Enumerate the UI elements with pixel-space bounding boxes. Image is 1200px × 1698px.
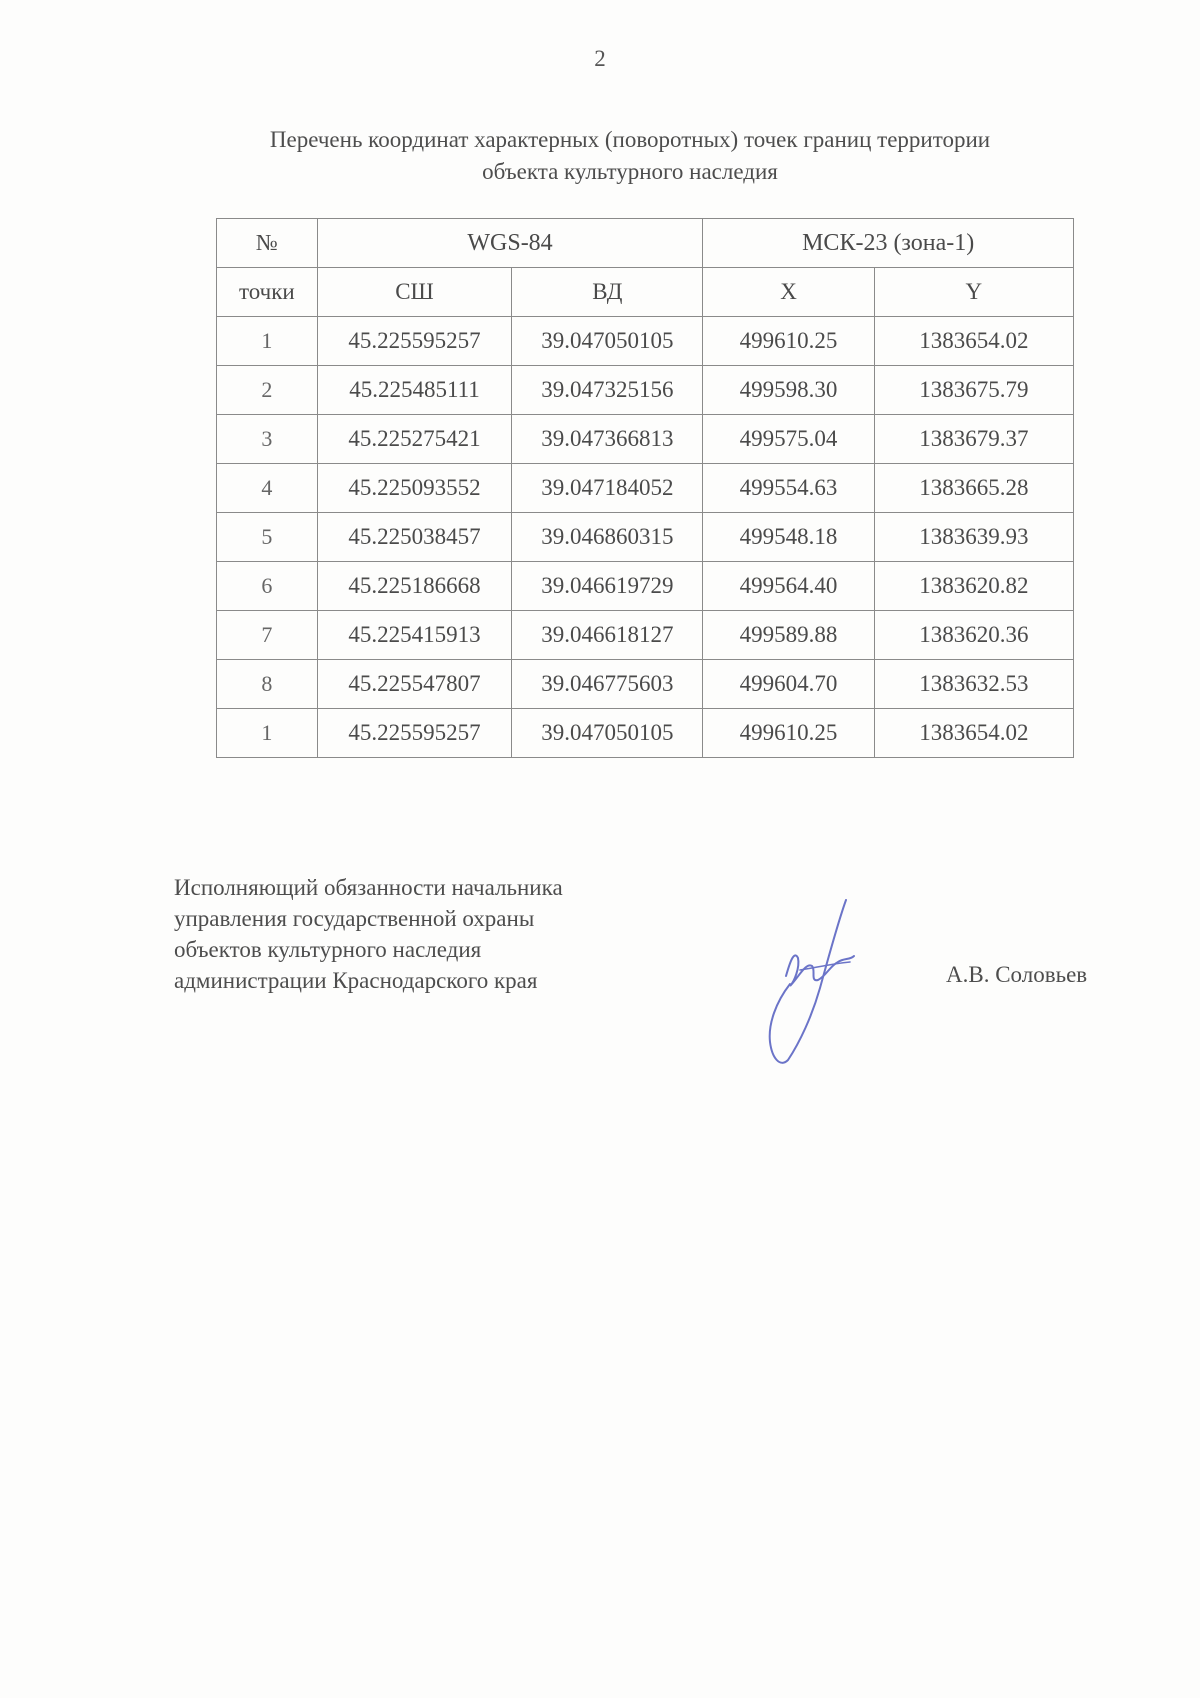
cell-latitude: 45.225485111 bbox=[317, 366, 512, 415]
cell-y: 1383620.36 bbox=[874, 611, 1073, 660]
document-title-line-2: объекта культурного наследия bbox=[482, 159, 778, 184]
coordinates-table-header bbox=[217, 219, 1074, 317]
header-longitude: ВД bbox=[512, 268, 703, 317]
cell-longitude: 39.047366813 bbox=[512, 415, 703, 464]
cell-longitude: 39.046619729 bbox=[512, 562, 703, 611]
cell-y: 1383675.79 bbox=[874, 366, 1073, 415]
cell-longitude: 39.047050105 bbox=[512, 317, 703, 366]
cell-y: 1383632.53 bbox=[874, 660, 1073, 709]
cell-point-number: 7 bbox=[217, 611, 318, 660]
table-row bbox=[217, 562, 1074, 611]
header-wgs84: WGS-84 bbox=[317, 219, 703, 268]
header-y: Y bbox=[874, 268, 1073, 317]
cell-y: 1383639.93 bbox=[874, 513, 1073, 562]
table-row bbox=[217, 366, 1074, 415]
header-row-systems bbox=[217, 219, 1074, 268]
signatory-name: А.В. Соловьев bbox=[946, 962, 1088, 987]
handwritten-signature bbox=[760, 892, 870, 1072]
cell-latitude: 45.225038457 bbox=[317, 513, 512, 562]
header-row-axes bbox=[217, 268, 1074, 317]
cell-latitude: 45.225415913 bbox=[317, 611, 512, 660]
header-latitude: СШ bbox=[317, 268, 512, 317]
table-row bbox=[217, 513, 1074, 562]
cell-y: 1383654.02 bbox=[874, 709, 1073, 758]
signatory-position-line-1: Исполняющий обязанности начальника bbox=[174, 875, 563, 900]
page-number: 2 bbox=[594, 46, 606, 71]
cell-longitude: 39.047325156 bbox=[512, 366, 703, 415]
cell-longitude: 39.046860315 bbox=[512, 513, 703, 562]
header-msk23: МСК-23 (зона-1) bbox=[703, 219, 1074, 268]
signatory-position-line-3: объектов культурного наследия bbox=[174, 937, 482, 962]
header-point-number: № bbox=[217, 219, 318, 268]
cell-point-number: 1 bbox=[217, 709, 318, 758]
cell-x: 499575.04 bbox=[703, 415, 874, 464]
cell-y: 1383679.37 bbox=[874, 415, 1073, 464]
cell-latitude: 45.225275421 bbox=[317, 415, 512, 464]
table-row bbox=[217, 611, 1074, 660]
header-x: X bbox=[703, 268, 874, 317]
header-point-label: точки bbox=[217, 268, 318, 317]
cell-point-number: 2 bbox=[217, 366, 318, 415]
cell-x: 499598.30 bbox=[703, 366, 874, 415]
cell-y: 1383665.28 bbox=[874, 464, 1073, 513]
cell-x: 499604.70 bbox=[703, 660, 874, 709]
document-title bbox=[150, 124, 1110, 188]
cell-x: 499564.40 bbox=[703, 562, 874, 611]
cell-x: 499610.25 bbox=[703, 709, 874, 758]
cell-point-number: 8 bbox=[217, 660, 318, 709]
cell-latitude: 45.225547807 bbox=[317, 660, 512, 709]
table-row bbox=[217, 415, 1074, 464]
cell-longitude: 39.046618127 bbox=[512, 611, 703, 660]
cell-point-number: 4 bbox=[217, 464, 318, 513]
coordinates-table-body bbox=[217, 317, 1074, 758]
cell-x: 499548.18 bbox=[703, 513, 874, 562]
signature-stroke bbox=[770, 900, 846, 1063]
coordinates-table bbox=[216, 218, 1074, 758]
cell-point-number: 1 bbox=[217, 317, 318, 366]
table-row bbox=[217, 464, 1074, 513]
signature-stroke bbox=[786, 955, 854, 986]
cell-y: 1383654.02 bbox=[874, 317, 1073, 366]
document-title-line-1: Перечень координат характерных (поворотных) точек границ территории bbox=[269, 127, 991, 152]
cell-point-number: 5 bbox=[217, 513, 318, 562]
table-row bbox=[217, 317, 1074, 366]
cell-latitude: 45.225595257 bbox=[317, 317, 512, 366]
cell-point-number: 3 bbox=[217, 415, 318, 464]
table-row bbox=[217, 709, 1074, 758]
cell-longitude: 39.047050105 bbox=[512, 709, 703, 758]
cell-latitude: 45.225595257 bbox=[317, 709, 512, 758]
cell-x: 499610.25 bbox=[703, 317, 874, 366]
cell-y: 1383620.82 bbox=[874, 562, 1073, 611]
signatory-position-line-2: управления государственной охраны bbox=[174, 906, 535, 931]
cell-latitude: 45.225186668 bbox=[317, 562, 512, 611]
cell-longitude: 39.047184052 bbox=[512, 464, 703, 513]
cell-x: 499589.88 bbox=[703, 611, 874, 660]
signatory-position bbox=[174, 872, 694, 996]
cell-latitude: 45.225093552 bbox=[317, 464, 512, 513]
signatory-position-line-4: администрации Краснодарского края bbox=[174, 968, 538, 993]
cell-x: 499554.63 bbox=[703, 464, 874, 513]
cell-point-number: 6 bbox=[217, 562, 318, 611]
table-row bbox=[217, 660, 1074, 709]
cell-longitude: 39.046775603 bbox=[512, 660, 703, 709]
